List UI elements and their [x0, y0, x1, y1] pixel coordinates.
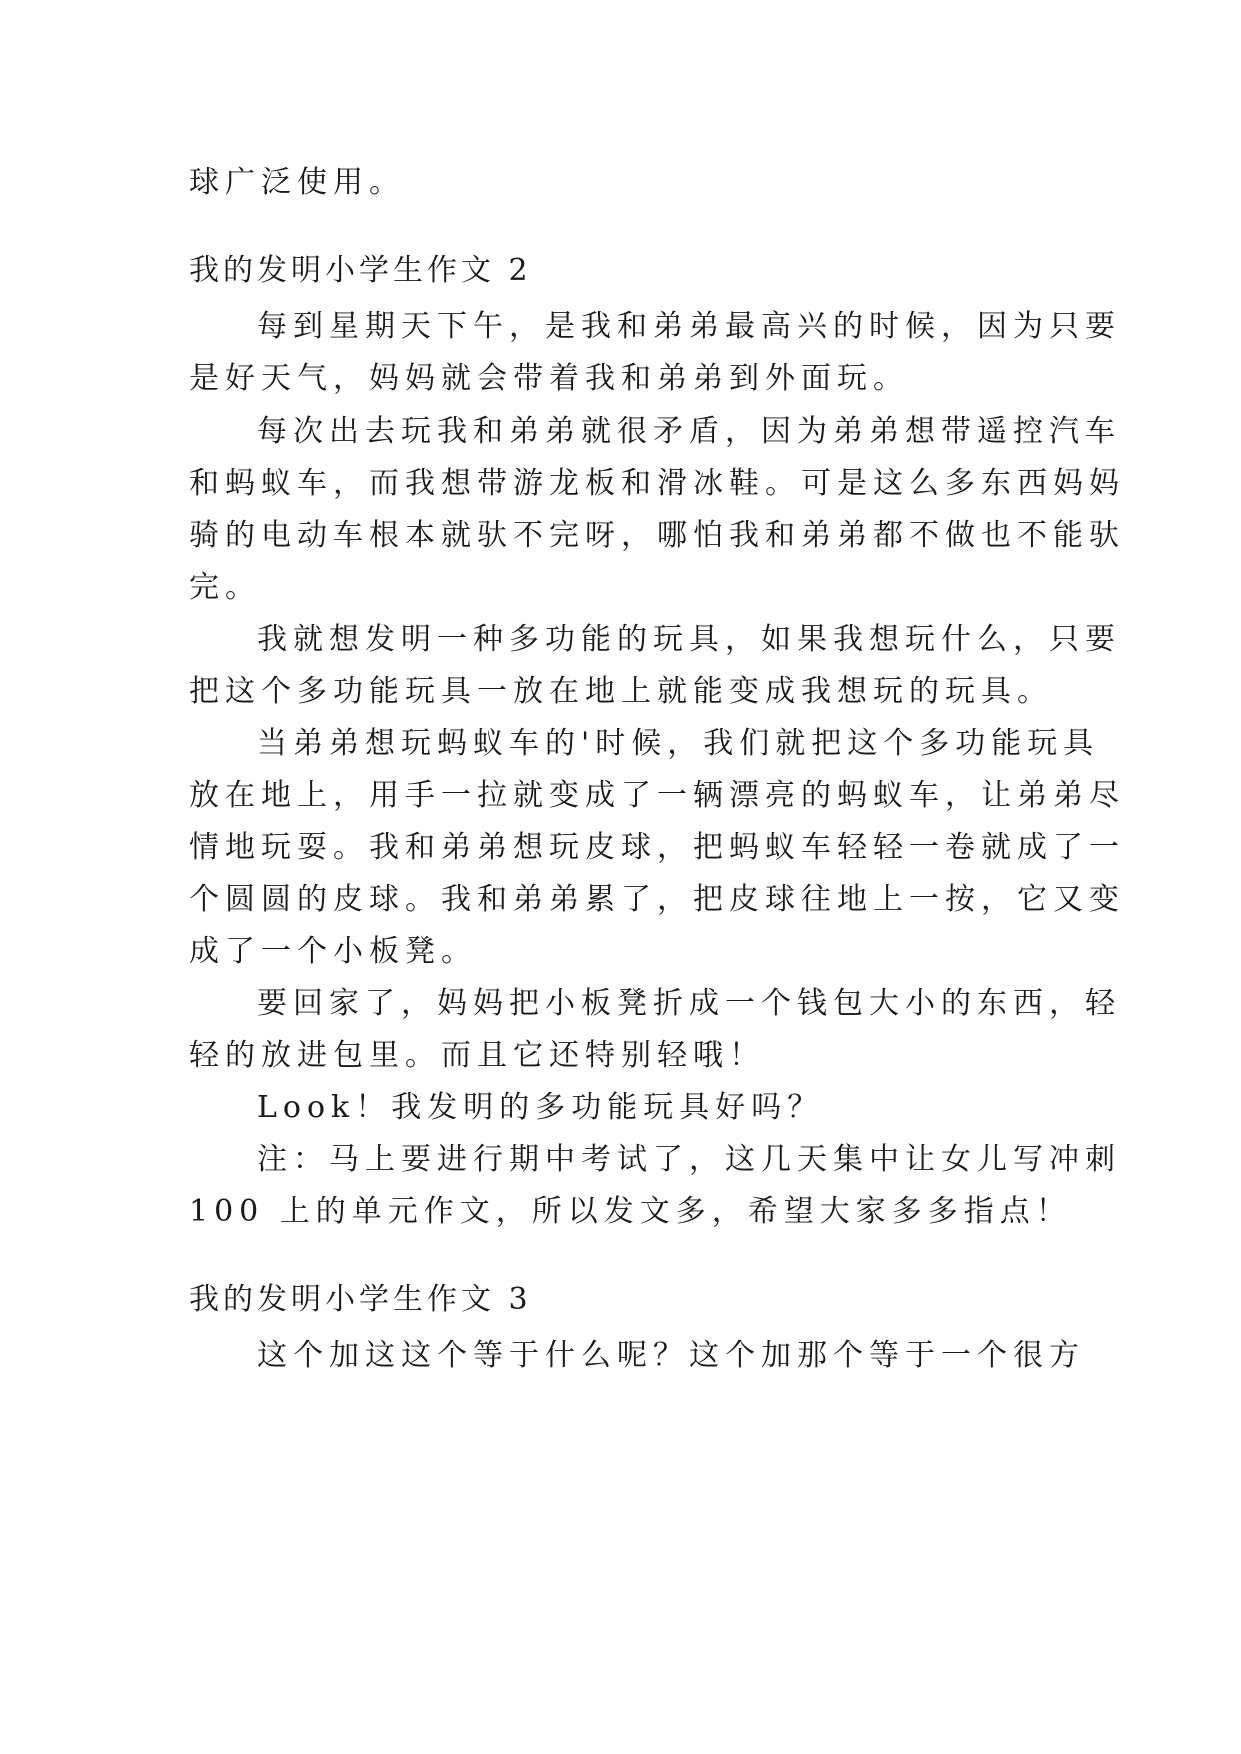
- paragraph-line: 成了一个小板凳。: [189, 934, 477, 969]
- paragraph-line: 球广泛使用。: [189, 165, 405, 200]
- paragraph-line: 要回家了，妈妈把小板凳折成一个钱包大小的东西，轻: [257, 986, 1121, 1021]
- paragraph-line: 是好天气，妈妈就会带着我和弟弟到外面玩。: [189, 361, 909, 396]
- paragraph-line: 我就想发明一种多功能的玩具，如果我想玩什么，只要: [257, 622, 1121, 657]
- paragraph-line: Look！我发明的多功能玩具好吗？: [257, 1090, 824, 1125]
- paragraph-line: 每到星期天下午，是我和弟弟最高兴的时候，因为只要: [257, 309, 1121, 344]
- paragraph-line: 完。: [189, 570, 261, 605]
- section-heading-2: 我的发明小学生作文 2: [189, 253, 532, 288]
- paragraph-line: 和蚂蚁车，而我想带游龙板和滑冰鞋。可是这么多东西妈妈: [189, 466, 1125, 501]
- paragraph-line: 当弟弟想玩蚂蚁车的'时候，我们就把这个多功能玩具: [257, 726, 1100, 761]
- paragraph-line: 个圆圆的皮球。我和弟弟累了，把皮球往地上一按，它又变: [189, 882, 1125, 917]
- paragraph-line: 情地玩耍。我和弟弟想玩皮球，把蚂蚁车轻轻一卷就成了一: [189, 830, 1125, 865]
- paragraph-line: 100 上的单元作文，所以发文多，希望大家多多指点！: [189, 1194, 1072, 1229]
- paragraph-line: 注：马上要进行期中考试了，这几天集中让女儿写冲刺: [257, 1142, 1121, 1177]
- paragraph-line: 这个加这这个等于什么呢？这个加那个等于一个很方: [257, 1338, 1085, 1373]
- paragraph-line: 把这个多功能玩具一放在地上就能变成我想玩的玩具。: [189, 674, 1053, 709]
- paragraph-line: 每次出去玩我和弟弟就很矛盾，因为弟弟想带遥控汽车: [257, 414, 1121, 449]
- paragraph-line: 骑的电动车根本就驮不完呀，哪怕我和弟弟都不做也不能驮: [189, 518, 1125, 553]
- paragraph-line: 放在地上，用手一拉就变成了一辆漂亮的蚂蚁车，让弟弟尽: [189, 778, 1125, 813]
- section-heading-3: 我的发明小学生作文 3: [189, 1282, 532, 1317]
- paragraph-line: 轻的放进包里。而且它还特别轻哦！: [189, 1038, 765, 1073]
